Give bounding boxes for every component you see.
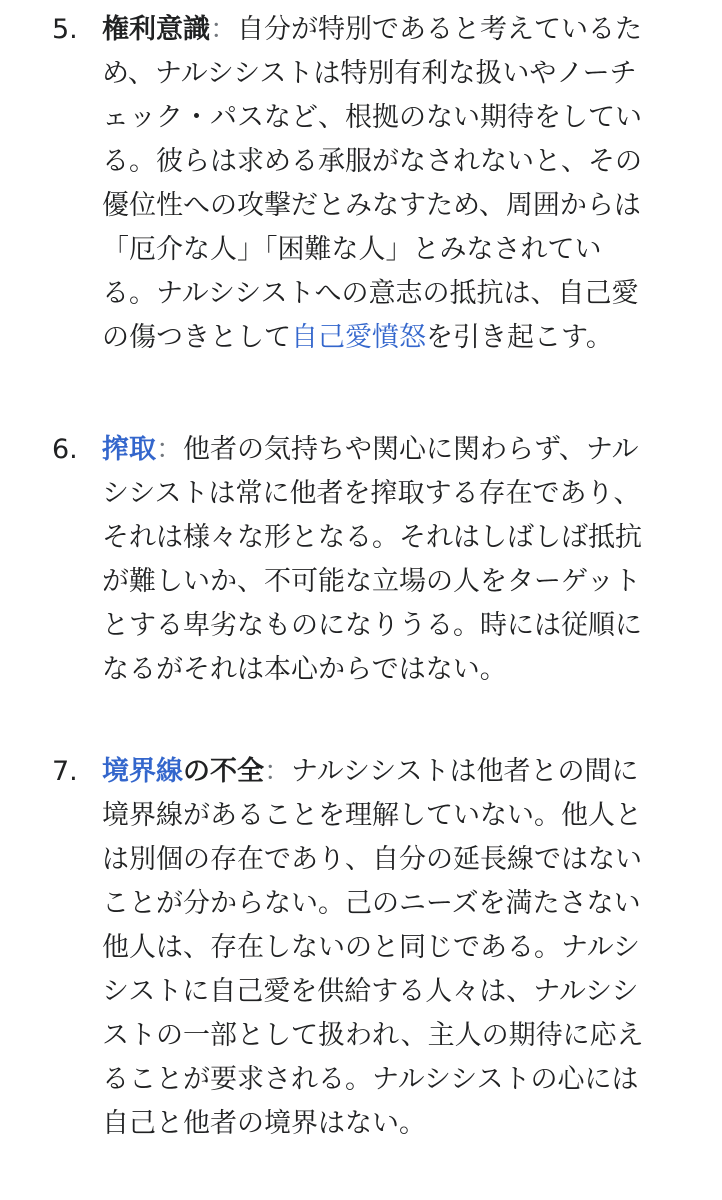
text-line: シストに自己愛を供給する人々は、ナルシシ [102, 976, 639, 1007]
list-number: 7. [52, 756, 78, 787]
text-line: は別個の存在であり、自分の延長線ではない [102, 844, 642, 875]
text-line: ことが分からない。己のニーズを満たさない [102, 888, 641, 919]
term-separator: ： [156, 434, 183, 465]
text-line: とする卑劣なものになりうる。時には従順に [102, 610, 642, 641]
list-number: 5. [52, 14, 78, 45]
text-line: 自分が特別であると考えているた [237, 14, 642, 45]
list-line [102, 316, 702, 360]
text-line: ストの一部として扱われ、主人の期待に応え [102, 1020, 644, 1051]
term-entitlement: 権利意識 [102, 14, 210, 45]
link-boundary[interactable]: 境界線 [102, 756, 183, 787]
link-exploitation[interactable]: 搾取 [102, 434, 156, 465]
text-line: 自己と他者の境界はない。 [102, 1108, 426, 1139]
text-line: なるがそれは本心からではない。 [102, 654, 507, 685]
text-tail: を引き起こす。 [426, 322, 613, 353]
text-line: ることが要求される。ナルシシストの心には [102, 1064, 639, 1095]
text-line: ナルシシストは他者との間に [291, 756, 639, 787]
term-separator: ： [264, 756, 291, 787]
list-line [102, 8, 702, 52]
text-line: 優位性への攻撃だとみなすため、周囲からは [102, 190, 641, 221]
list-line [102, 750, 702, 794]
text-line: シシストは常に他者を搾取する存在であり、 [102, 478, 641, 509]
list-line [102, 428, 702, 472]
term-separator: ： [210, 14, 237, 45]
text-line: る。彼らは求める承服がなされないと、その [102, 146, 642, 177]
text-line: 他人は、存在しないのと同じである。ナルシ [102, 932, 640, 963]
text-line: ェック・パスなど、根拠のない期待をしてい [102, 102, 642, 133]
link-narcissistic-rage[interactable]: 自己愛憤怒 [291, 322, 426, 353]
text-line: 「厄介な人」「困難な人」とみなされてい [102, 234, 602, 265]
text-line: それは様々な形となる。それはしばしば抵抗 [102, 522, 642, 553]
text-line: 境界線があることを理解していない。他人と [102, 800, 642, 831]
text-line: め、ナルシシストは特別有利な扱いやノーチ [102, 58, 637, 89]
text-line: 他者の気持ちや関心に関わらず、ナル [183, 434, 639, 465]
text-line: の傷つきとして [102, 322, 291, 353]
list-number: 6. [52, 434, 78, 465]
text-line: る。ナルシシストへの意志の抵抗は、自己愛 [102, 278, 639, 309]
text-line: が難しいか、不可能な立場の人をターゲット [102, 566, 641, 597]
term-rest: の不全 [183, 756, 264, 787]
